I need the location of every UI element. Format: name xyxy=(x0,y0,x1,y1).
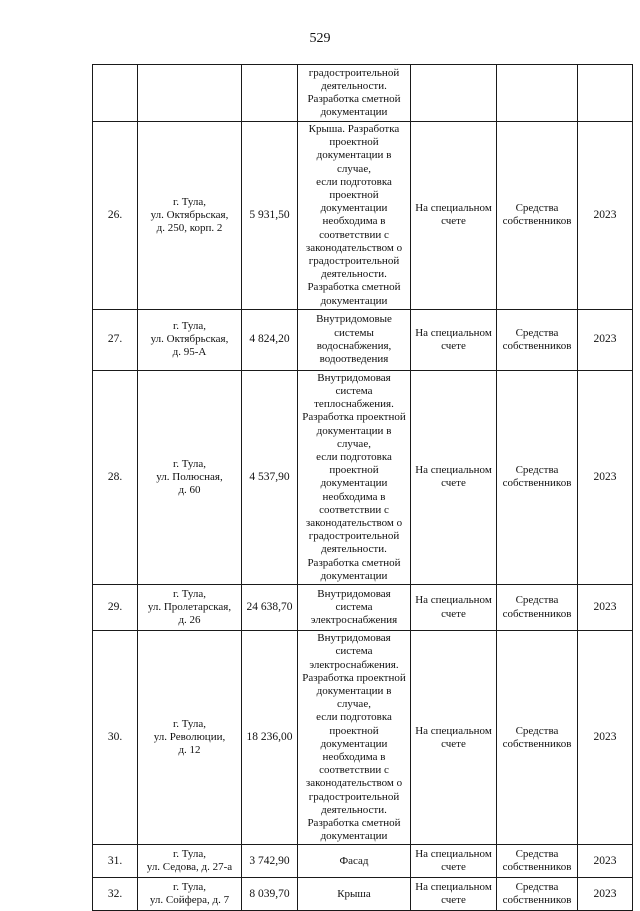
cell-work: градостроительной деятельности. Разработка сметной документации xyxy=(298,65,411,122)
cell-year: 2023 xyxy=(578,585,633,631)
cell-num: 28. xyxy=(93,370,138,584)
table-row xyxy=(93,309,633,370)
cell-year: 2023 xyxy=(578,878,633,911)
cell-num: 26. xyxy=(93,122,138,310)
cell-source xyxy=(497,65,578,122)
cell-work: Внутридомовая система электроснабжения. Разработка проектной документации в случае, если подготовка проектной документации необходима в соответствии с законодательством о градостроительной деятельности. Разработка сметной документации xyxy=(298,631,411,845)
table-row xyxy=(93,631,633,845)
cell-year: 2023 xyxy=(578,631,633,845)
cell-source: Средства собственников xyxy=(497,309,578,370)
cell-account: На специальном счете xyxy=(411,845,497,878)
table-row-continuation xyxy=(93,65,633,122)
table-row xyxy=(93,585,633,631)
page-number: 529 xyxy=(309,31,331,46)
cell-area: 4 824,20 xyxy=(242,309,298,370)
cell-area: 3 742,90 xyxy=(242,845,298,878)
cell-source: Средства собственников xyxy=(497,122,578,310)
cell-address: г. Тула, ул. Сойфера, д. 7 xyxy=(138,878,242,911)
cell-work: Фасад xyxy=(298,845,411,878)
cell-account: На специальном счете xyxy=(411,309,497,370)
cell-work: Внутридомовая система теплоснабжения. Разработка проектной документации в случае, если подготовка проектной документации необходима в соответствии с законодательством о градостроительной деятельности. Разработка сметной документации xyxy=(298,370,411,584)
cell-address xyxy=(138,65,242,122)
cell-num: 32. xyxy=(93,878,138,911)
cell-account: На специальном счете xyxy=(411,370,497,584)
cell-account: На специальном счете xyxy=(411,631,497,845)
table-row xyxy=(93,122,633,310)
cell-area: 24 638,70 xyxy=(242,585,298,631)
cell-source: Средства собственников xyxy=(497,845,578,878)
cell-num: 29. xyxy=(93,585,138,631)
table-row xyxy=(93,878,633,911)
cell-num xyxy=(93,65,138,122)
cell-work: Внутридомовая система электроснабжения xyxy=(298,585,411,631)
cell-year xyxy=(578,65,633,122)
cell-area: 8 039,70 xyxy=(242,878,298,911)
cell-year: 2023 xyxy=(578,309,633,370)
cell-address: г. Тула, ул. Седова, д. 27-а xyxy=(138,845,242,878)
cell-address: г. Тула, ул. Пролетарская, д. 26 xyxy=(138,585,242,631)
cell-num: 27. xyxy=(93,309,138,370)
cell-work: Крыша xyxy=(298,878,411,911)
cell-account: На специальном счете xyxy=(411,122,497,310)
cell-work: Внутридомовые системы водоснабжения, водоотведения xyxy=(298,309,411,370)
cell-address: г. Тула, ул. Октябрьская, д. 250, корп. 2 xyxy=(138,122,242,310)
cell-area: 18 236,00 xyxy=(242,631,298,845)
table-row xyxy=(93,845,633,878)
cell-address: г. Тула, ул. Революции, д. 12 xyxy=(138,631,242,845)
cell-area: 4 537,90 xyxy=(242,370,298,584)
cell-source: Средства собственников xyxy=(497,878,578,911)
repair-program-table xyxy=(92,64,633,911)
cell-work: Крыша. Разработка проектной документации в случае, если подготовка проектной документации необходима в соответствии с законодательством о градостроительной деятельности. Разработка сметной документации xyxy=(298,122,411,310)
cell-year: 2023 xyxy=(578,845,633,878)
cell-area: 5 931,50 xyxy=(242,122,298,310)
cell-num: 31. xyxy=(93,845,138,878)
cell-address: г. Тула, ул. Полюсная, д. 60 xyxy=(138,370,242,584)
cell-year: 2023 xyxy=(578,122,633,310)
table-row xyxy=(93,370,633,584)
cell-area xyxy=(242,65,298,122)
cell-year: 2023 xyxy=(578,370,633,584)
cell-source: Средства собственников xyxy=(497,585,578,631)
cell-source: Средства собственников xyxy=(497,370,578,584)
cell-account: На специальном счете xyxy=(411,585,497,631)
cell-num: 30. xyxy=(93,631,138,845)
cell-account: На специальном счете xyxy=(411,878,497,911)
cell-source: Средства собственников xyxy=(497,631,578,845)
cell-address: г. Тула, ул. Октябрьская, д. 95-А xyxy=(138,309,242,370)
cell-account xyxy=(411,65,497,122)
